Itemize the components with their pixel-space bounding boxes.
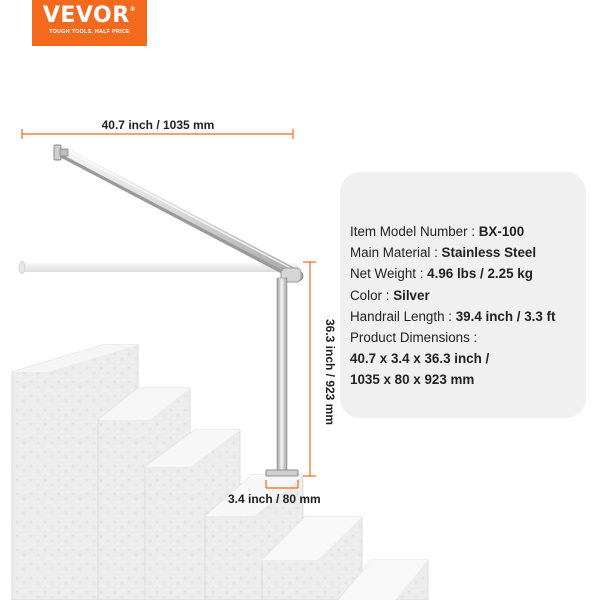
spec-color-label: Color : <box>350 287 390 303</box>
height-dimension-line <box>303 262 316 476</box>
spec-model-value: BX-100 <box>478 224 525 239</box>
handrail-post <box>277 278 287 474</box>
handrail-angled <box>62 149 298 276</box>
height-dimension-label: 36.3 inch / 923 mm <box>323 318 337 426</box>
spec-length-value: 39.4 inch / 3.3 ft <box>455 308 556 324</box>
spec-dimensions <box>350 327 555 348</box>
spec-model <box>350 221 555 242</box>
spec-material <box>350 242 555 263</box>
base-dimension-label: 3.4 inch / 80 mm <box>228 492 321 506</box>
logo-tagline: TOUGH TOOLS, HALF PRICE <box>49 29 130 35</box>
spec-model-label: Item Model Number : <box>350 224 476 239</box>
spec-length <box>350 306 555 327</box>
spec-color-value: Silver <box>393 287 430 303</box>
spec-dimensions-value-mm: 1035 x 80 x 923 mm <box>350 372 475 388</box>
spec-panel <box>340 172 586 418</box>
handrail-base-plate <box>266 470 298 476</box>
spec-dimensions-label: Product Dimensions : <box>350 330 478 346</box>
spec-list <box>350 221 555 391</box>
width-dimension-label: 40.7 inch / 1035 mm <box>101 118 215 132</box>
spec-material-value: Stainless Steel <box>441 245 537 261</box>
logo-brand-name: VEVOR <box>42 3 130 28</box>
spec-weight-label: Net Weight : <box>350 266 424 282</box>
spec-material-label: Main Material : <box>350 245 438 261</box>
spec-dimensions-value-inch: 40.7 x 3.4 x 36.3 inch / <box>350 351 490 367</box>
spec-length-label: Handrail Length : <box>350 308 452 324</box>
spec-weight-value: 4.96 lbs / 2.25 kg <box>427 266 533 282</box>
spec-color <box>350 285 555 306</box>
logo-registered-mark: ® <box>129 6 137 13</box>
handrail-ghost-horizontal <box>19 262 298 274</box>
spec-weight <box>350 263 555 284</box>
